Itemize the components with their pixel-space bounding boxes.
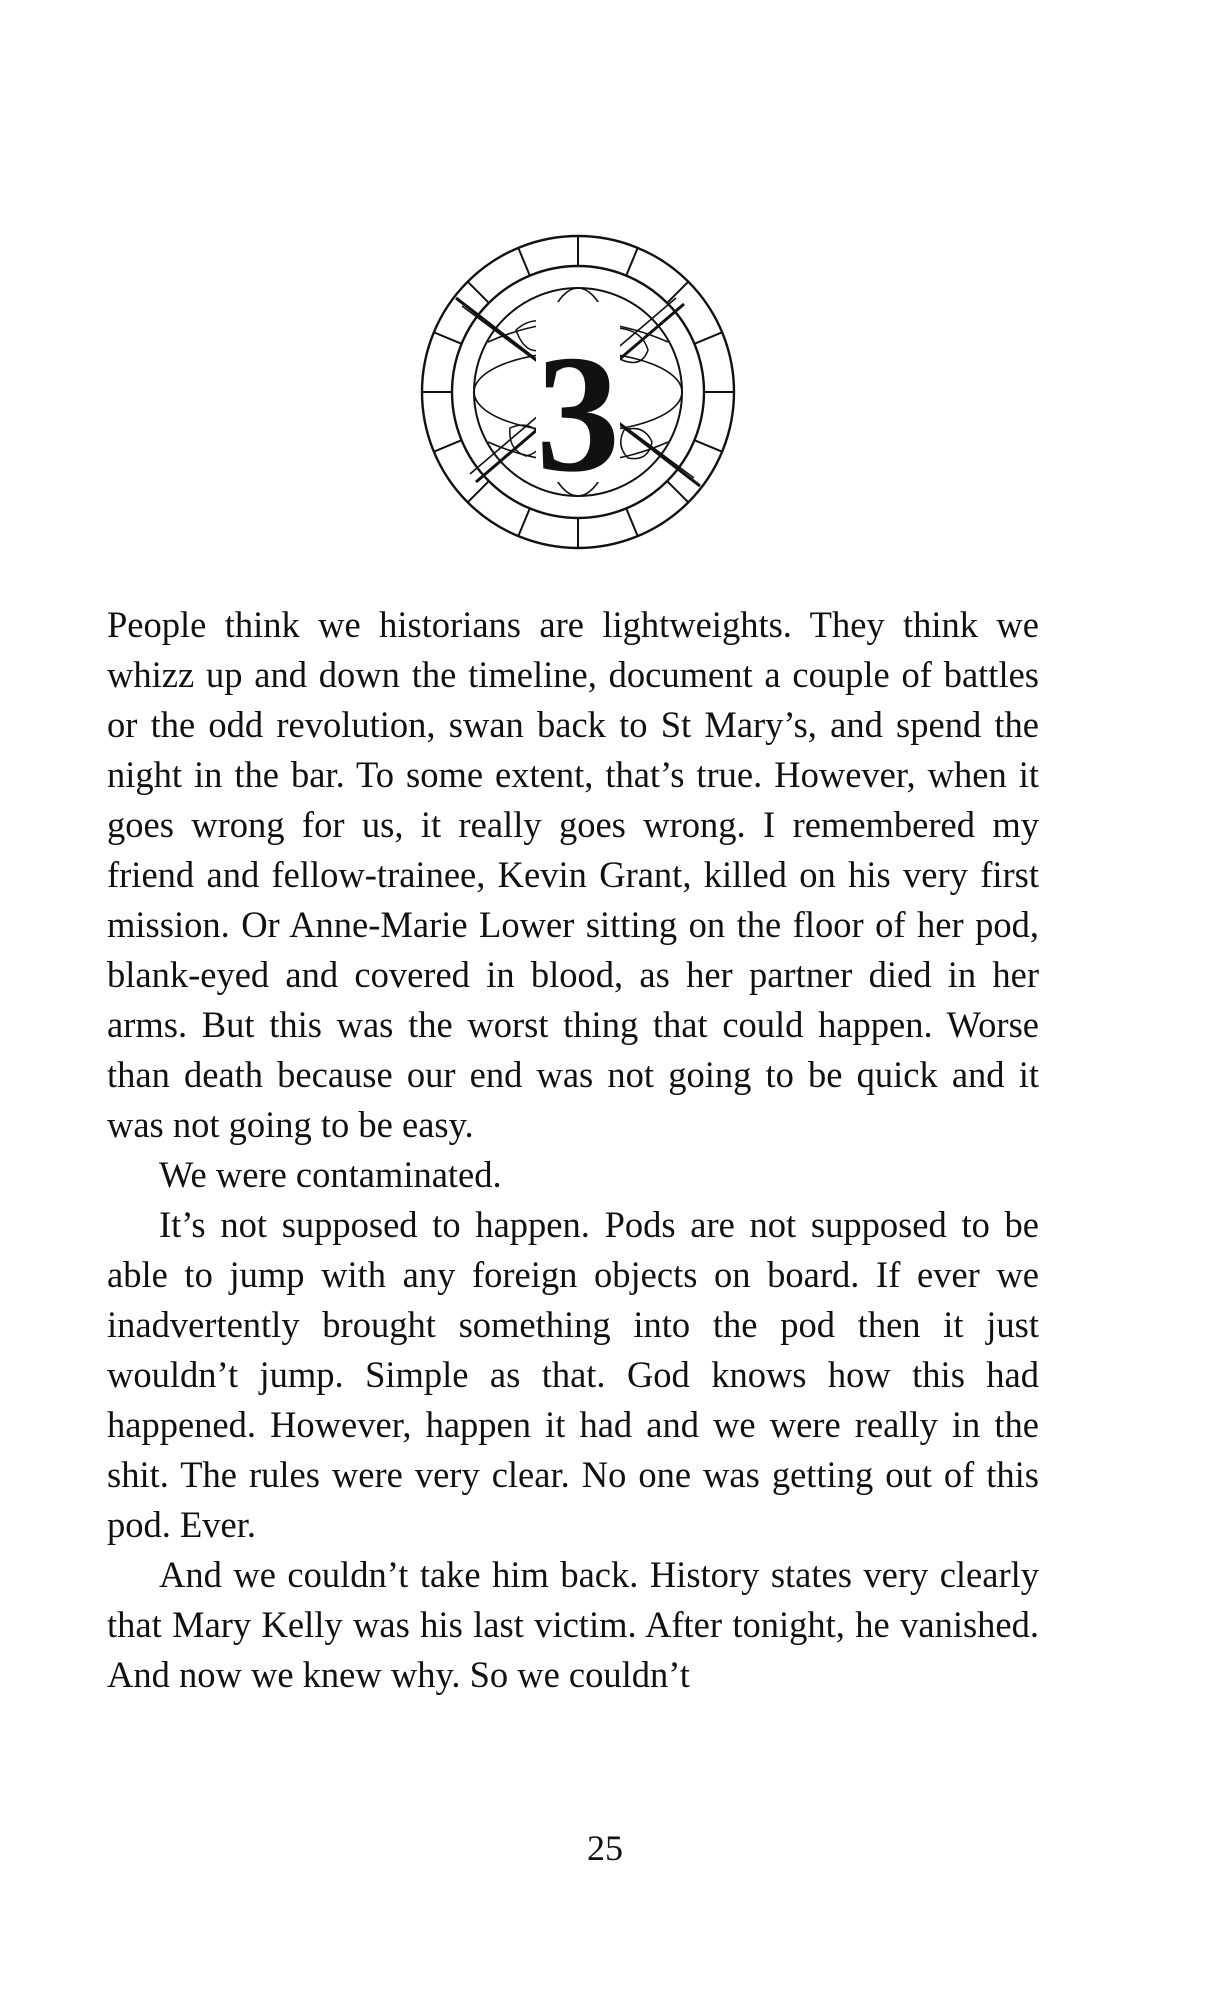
page-number: 25 — [587, 1828, 623, 1868]
paragraph: It’s not supposed to happen. Pods are not supposed to be able to jump with any foreign objects on board. If ever we inadvertently brought something into the pod then it just wouldn’t jump. Simple as that. God knows how this had happened. However, happen it had and we were really in the shit. The rules were very clear. No one was getting out of this pod. Ever. — [107, 1204, 1039, 1545]
paragraph: We were contaminated. — [159, 1154, 502, 1195]
astrolabe-icon — [418, 232, 738, 552]
paragraph: People think we historians are lightweights. They think we whizz up and down the timeline, document a couple of battles or the odd revolution, swan back to St Mary’s, and spend the night in the bar. To some extent, that’s true. However, when it goes wrong for us, it really goes wrong. I remembered my friend and fellow-trainee, Kevin Grant, killed on his very first mission. Or Anne-Marie Lower sitting on the floor of her pod, blank-eyed and covered in blood, as her partner died in her arms. But this was the worst thing that could happen. Worse than death because our end was not going to be quick and it was not going to be easy. — [107, 604, 1039, 1145]
chapter-body — [107, 600, 1039, 1700]
chapter-number: 3 — [536, 321, 620, 507]
chapter-emblem — [418, 232, 738, 552]
paragraph: And we couldn’t take him back. History states very clearly that Mary Kelly was his last victim. After tonight, he vanished. And now we knew why. So we couldn’t — [107, 1554, 1039, 1695]
